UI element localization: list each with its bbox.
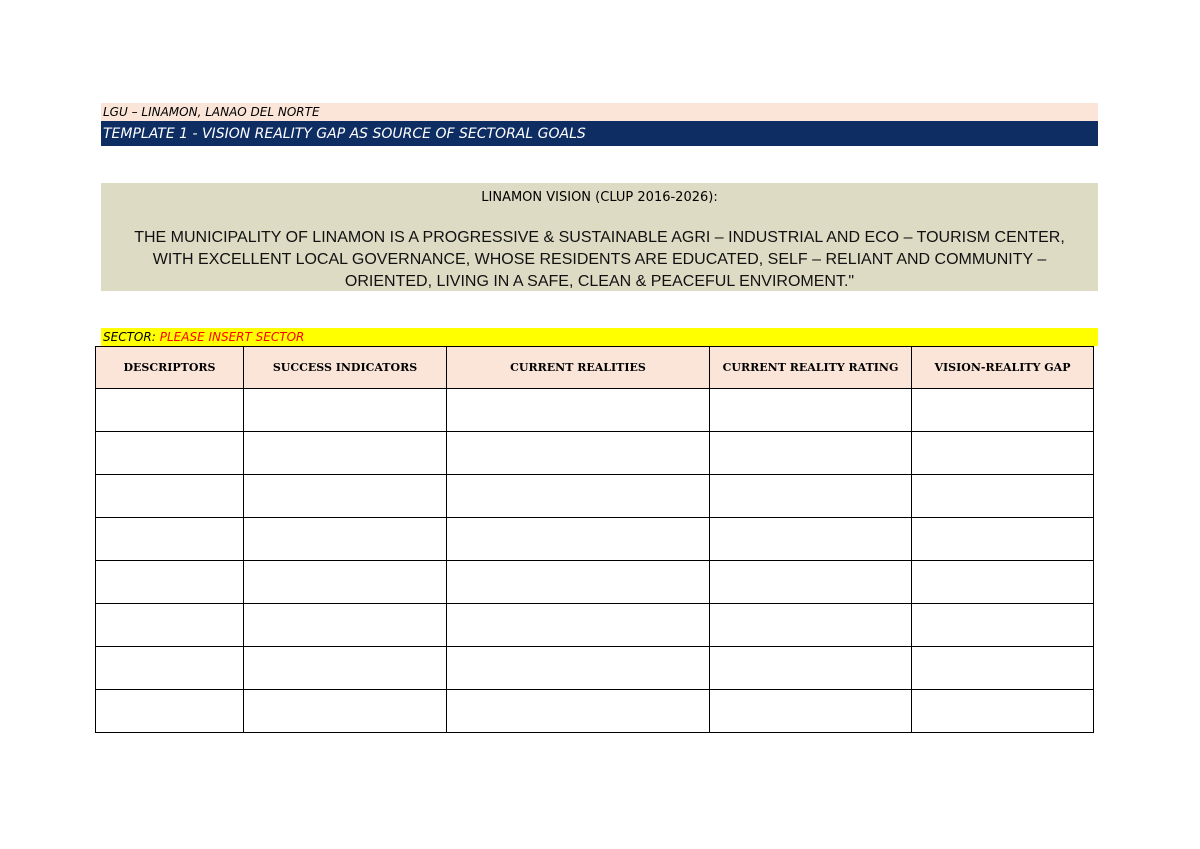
- table-cell[interactable]: [244, 561, 447, 604]
- table-cell[interactable]: [710, 561, 912, 604]
- table-cell[interactable]: [912, 518, 1094, 561]
- table-cell[interactable]: [710, 690, 912, 733]
- vision-reality-gap-table: [95, 346, 1094, 733]
- table-cell[interactable]: [244, 432, 447, 475]
- table-body: [96, 389, 1094, 733]
- column-header-vision-reality-gap: VISION-REALITY GAP: [912, 347, 1094, 389]
- table-cell[interactable]: [912, 604, 1094, 647]
- table-cell[interactable]: [710, 389, 912, 432]
- table-cell[interactable]: [912, 690, 1094, 733]
- table-row: [96, 475, 1094, 518]
- table-row: [96, 518, 1094, 561]
- sector-label: SECTOR:: [103, 330, 156, 344]
- table-row: [96, 690, 1094, 733]
- table-cell[interactable]: [447, 561, 710, 604]
- table-cell[interactable]: [710, 518, 912, 561]
- table-row: [96, 561, 1094, 604]
- table-cell[interactable]: [96, 647, 244, 690]
- vision-statement: THE MUNICIPALITY OF LINAMON IS A PROGRESSIVE & SUSTAINABLE AGRI – INDUSTRIAL AND ECO – TOURISM CENTER, WITH EXCELLENT LOCAL GOVERNANCE, WHOSE RESIDENTS ARE EDUCATED, SELF – RELIANT AND COMMUNITY – ORIENTED, LIVING IN A SAFE, CLEAN & PEACEFUL ENVIROMENT.": [134, 229, 1065, 290]
- table-cell[interactable]: [447, 647, 710, 690]
- lgu-header: LGU – LINAMON, LANAO DEL NORTE: [101, 103, 1098, 121]
- column-header-descriptors: DESCRIPTORS: [96, 347, 244, 389]
- table-cell[interactable]: [912, 389, 1094, 432]
- table-cell[interactable]: [447, 690, 710, 733]
- table-cell[interactable]: [447, 518, 710, 561]
- table-cell[interactable]: [912, 647, 1094, 690]
- sector-bar: [101, 328, 1098, 346]
- table-cell[interactable]: [96, 389, 244, 432]
- table-cell[interactable]: [447, 475, 710, 518]
- table-header-row: [96, 347, 1094, 389]
- table-cell[interactable]: [244, 647, 447, 690]
- table-cell[interactable]: [96, 518, 244, 561]
- table-cell[interactable]: [96, 690, 244, 733]
- table-cell[interactable]: [96, 475, 244, 518]
- table-cell[interactable]: [710, 604, 912, 647]
- table-cell[interactable]: [710, 432, 912, 475]
- table-cell[interactable]: [912, 475, 1094, 518]
- table-cell[interactable]: [96, 432, 244, 475]
- table-cell[interactable]: [244, 389, 447, 432]
- table-cell[interactable]: [710, 475, 912, 518]
- table-cell[interactable]: [447, 432, 710, 475]
- table-cell[interactable]: [244, 475, 447, 518]
- column-header-success-indicators: SUCCESS INDICATORS: [244, 347, 447, 389]
- table-row: [96, 389, 1094, 432]
- table-cell[interactable]: [447, 604, 710, 647]
- vision-title: LINAMON VISION (CLUP 2016-2026):: [481, 190, 718, 205]
- table-row: [96, 432, 1094, 475]
- column-header-current-realities: CURRENT REALITIES: [447, 347, 710, 389]
- table-cell[interactable]: [96, 561, 244, 604]
- table-row: [96, 604, 1094, 647]
- table-row: [96, 647, 1094, 690]
- table-cell[interactable]: [447, 389, 710, 432]
- table-cell[interactable]: [912, 561, 1094, 604]
- template-title: TEMPLATE 1 - VISION REALITY GAP AS SOURCE OF SECTORAL GOALS: [101, 121, 1098, 146]
- table-cell[interactable]: [912, 432, 1094, 475]
- vision-box: [101, 183, 1098, 291]
- sector-value[interactable]: PLEASE INSERT SECTOR: [159, 330, 305, 344]
- table-cell[interactable]: [710, 647, 912, 690]
- table-cell[interactable]: [96, 604, 244, 647]
- table-cell[interactable]: [244, 518, 447, 561]
- table-cell[interactable]: [244, 604, 447, 647]
- table-cell[interactable]: [244, 690, 447, 733]
- column-header-current-reality-rating: CURRENT REALITY RATING: [710, 347, 912, 389]
